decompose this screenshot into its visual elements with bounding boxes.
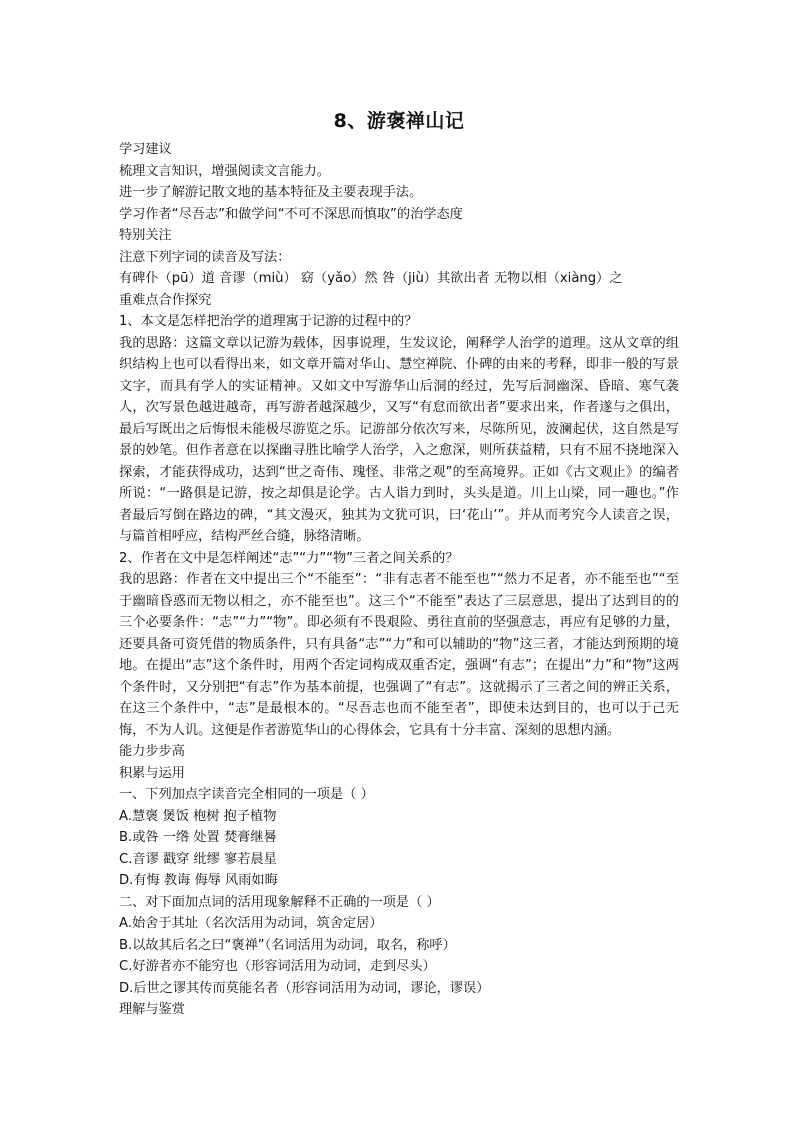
document-body (119, 139, 679, 1021)
heading-accumulation: 积累与运用 (119, 765, 185, 781)
answer-paragraph-2: 我的思路：作者在文中提出三个“不能至”：“非有志者不能至也”“然力不足者，亦不能至也”“至于幽暗昏惑而无物以相之，亦不能至也”。这三个“不能至”表达了三层意思，提出了达到目的的三个必要条件：“志”“力”“物”。即必须有不畏艰险、勇往直前的坚强意志，再应有足够的力量，还要具备可资凭借的物质条件，只有具备“志”“力”和可以辅助的“物”这三者，才能达到预期的境地。在提出“志”这个条件时，用两个否定词构成双重否定，强调“有志”；在提出“力”和“物”这两个条件时，又分别把“有志”作为基本前提，也强调了“有志”。这就揭示了三者之间的辨正关系，在这三个条件中，“志”是最根本的。“尽吾志也而不能至者”，即使未达到目的，也可以于己无悔，不为人讥。这便是作者游览华山的心得体会，它具有十分丰富、深刻的思想内涵。 (119, 572, 679, 738)
heading-comprehension: 理解与鉴赏 (119, 1002, 185, 1017)
exercise-1-option-a: A.慧褒 煲饭 枹树 抱子植物 (119, 808, 277, 824)
exercise-2-question: 二、对下面加点词的活用现象解释不正确的一项是（ ） (119, 894, 440, 910)
text-line: 注意下列字词的读音及写法： (119, 249, 291, 265)
question-2: 2、作者在文中是怎样阐述“志”“力”“物”三者之间关系的？ (119, 550, 459, 566)
exercise-2-option-a: A.始舍于其址（名次活用为动词，筑舍定居） (119, 916, 383, 931)
exercise-2-option-b: B.以故其后名之曰“褒禅”（名词活用为动词，取名，称呼） (119, 937, 456, 953)
heading-special-attention: 特别关注 (119, 228, 172, 243)
exercise-2-option-c: C.好游者亦不能穷也（形容词活用为动词，走到尽头） (119, 959, 436, 974)
exercise-1-option-c: C.音谬 戳穿 纰缪 寥若晨星 (119, 851, 277, 867)
heading-ability: 能力步步高 (119, 744, 185, 759)
text-line: 梳理文言知识，增强阅读文言能力。 (119, 163, 330, 179)
exercise-1-option-b: B.或咎 一绺 处置 焚膏继晷 (119, 830, 277, 845)
text-line: 学习作者“尽吾志”和做学问“不可不深思而慎取”的治学态度 (119, 206, 463, 222)
exercise-1-question: 一、下列加点字读音完全相同的一项是（ ） (119, 787, 374, 802)
answer-paragraph-1: 我的思路：这篇文章以记游为载体，因事说理，生发议论，阐释学人治学的道理。这从文章的组织结构上也可以看得出来，如文章开篇对华山、慧空禅院、仆碑的由来的考释，即非一般的写景文字，而具有学人的实证精神。又如文中写游华山后洞的经过，先写后洞幽深、昏暗、寒气袭人，次写景色越进越奇，再写游者越深越少，又写“有怠而欲出者”要求出来，作者遂与之俱出，最后写既出之后悔恨未能极尽游览之乐。记游部分依次写来，尽陈所见，波澜起伏，这自然是写景的妙笔。但作者意在以探幽寻胜比喻学人治学，入之愈深，则所获益精，只有不屈不挠地深入探索，才能获得成功，达到“世之奇伟、瑰怪、非常之观”的至高境界。正如《古文观止》的编者所说：“一路俱是记游，按之却俱是论学。古人诣力到时，头头是道。川上山梁，同一趣也。”作者最后写倒在路边的碑，“其文漫灭，独其为文犹可识，曰‘花山’”。并从而考究今人读音之误，与篇首相呼应，结构严丝合缝，脉络清晰。 (119, 335, 679, 544)
heading-key-points: 重难点合作探究 (119, 292, 212, 308)
question-1: 1、本文是怎样把治学的道理寓于记游的过程中的？ (119, 314, 418, 329)
page-title: 8、游褒禅山记 (333, 110, 465, 132)
heading-study-advice: 学习建议 (119, 142, 172, 157)
exercise-1-option-d: D.有悔 教诲 侮辱 风雨如晦 (119, 873, 278, 888)
pronunciation-line: 有碑仆（pū）道 音谬（miù） 窈（yǎo）然 咎（jiù）其欲出者 无物以相（xiàng）之 (119, 271, 623, 286)
text-line: 进一步了解游记散文地的基本特征及主要表现手法。 (119, 185, 423, 200)
exercise-2-option-d: D.后世之谬其传而莫能名者（形容词活用为动词，谬论，谬误） (119, 980, 490, 996)
